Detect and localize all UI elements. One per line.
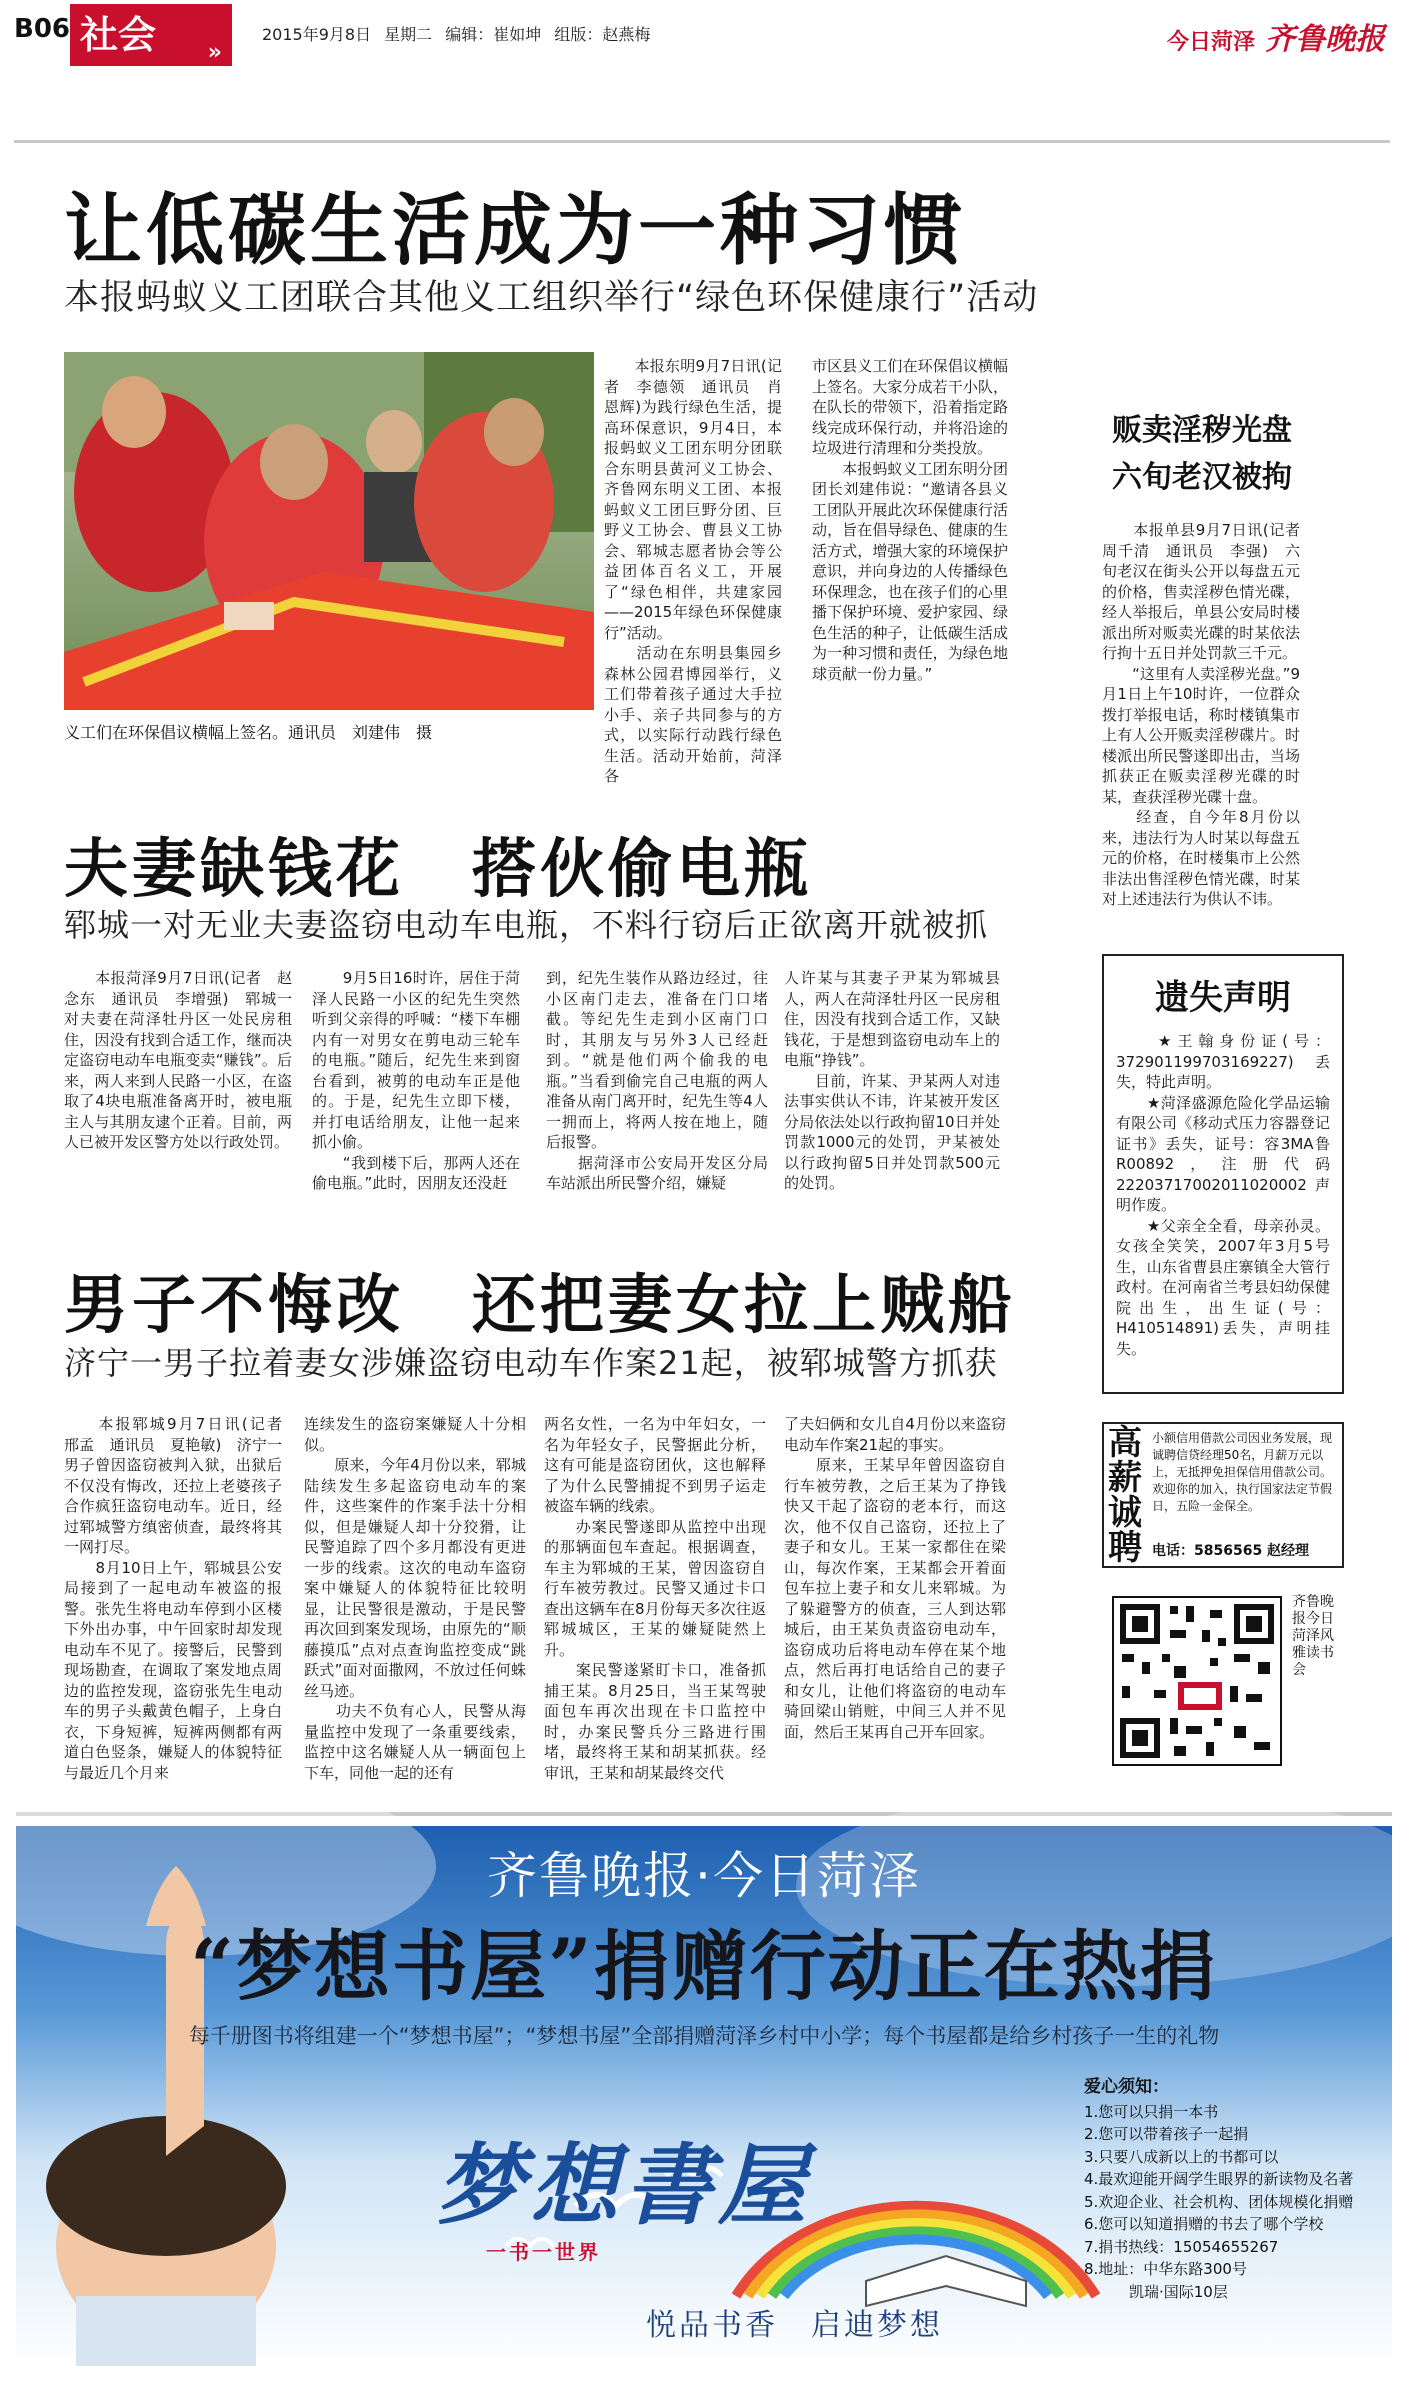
- story1-column-1: 本报东明9月7日讯(记者 李德领 通讯员 肖恩辉)为践行绿色生活，提高环保意识，9月4日，本报蚂蚁义工团东明分团联合东明县黄河义工协会、齐鲁网东明义工团、本报蚂蚁义工团巨野分团、巨野义工协会、曹县义工协会、郓城志愿者协会等公益团体百名义工，开展了“绿色相伴，共建家园——2015年绿色环保健康行”活动。 活动在东明县集园乡森林公园君博园举行，义工们带着孩子通过大手拉小手、亲子共同参与的方式，以实际行动践行绿色生活。活动开始前，菏泽各: [604, 357, 782, 785]
- recruit-phone: 电话：5856565 赵经理: [1152, 1543, 1310, 1559]
- sidebar1-title-line1: 贩卖淫秽光盘: [1112, 413, 1292, 448]
- issue-meta: 2015年9月8日 星期二 编辑：崔如坤 组版：赵燕梅: [262, 25, 651, 44]
- qr-code[interactable]: [1112, 1596, 1282, 1766]
- story2-title: 夫妻缺钱花 搭伙偷电瓶: [64, 832, 812, 907]
- ad-note-item: 5.欢迎企业、社会机构、团体规模化捐赠: [1084, 2192, 1354, 2211]
- ad-logo-text: 梦想書屋: [436, 2133, 813, 2237]
- section-tag: [70, 4, 232, 66]
- story2-column-4: 人许某与其妻子尹某为郓城县人，两人在菏泽牡丹区一民房租住，因没有找到合适工作，又缺钱花，于是想到盗窃电动车上的电瓶“挣钱”。 目前，许某、尹某两人对违法事实供认不讳，许某被开发区分局依法处以行政拘留10日并处罚款1000元的处罚，尹某被处以行政拘留5日并处罚款500元的处罚。: [784, 969, 1000, 1192]
- story3-column-3: 两名女性，一名为中年妇女，一名为年轻女子，民警据此分析，这有可能是盗窃团伙，这也解释了为什么民警捕捉不到男子运走被盗车辆的线索。 办案民警遂即从监控中出现的那辆面包车查起。根据调查，车主为郓城的王某，曾因盗窃自行车被劳教过。民警又通过卡口查出这辆车在8月份每天多次往返郓城城区，王某的嫌疑陡然上升。 案民警遂紧盯卡口，准备抓捕王某。8月25日，当王某驾驶面包车再次出现在卡口监控中时，办案民警兵分三路进行围堵，最终将王某和胡某抓获。经审讯，王某和胡某最终交代: [544, 1415, 766, 1782]
- page-number: B06: [14, 14, 70, 44]
- ad-headline: “梦想书屋”捐赠行动正在热捐: [190, 1922, 1218, 2011]
- sidebar1-body: 本报单县9月7日讯(记者 周千清 通讯员 李强) 六旬老汉在街头公开以每盘五元的价格，售卖淫秽色情光碟，经人举报后，单县公安局时楼派出所对贩卖光碟的时某依法行拘十五日并处罚款三千元。 “这里有人卖淫秽光盘。”9月1日上午10时许，一位群众拨打举报电话，称时楼镇集市上有人公开贩卖淫秽碟片。时楼派出所民警遂即出击，当场抓获正在贩卖淫秽光碟的时某，查获淫秽光碟十盘。 经查，自今年8月份以来，违法行为人时某以每盘五元的价格，在时楼集市上公然非法出售淫秽色情光碟，时某对上述违法行为供认不讳。: [1102, 521, 1300, 908]
- story3-subtitle: 济宁一男子拉着妻女涉嫌盗窃电动车作案21起，被郓城警方抓获: [64, 1344, 998, 1382]
- story3-column-4: 了夫妇俩和女儿自4月份以来盗窃电动车作案21起的事实。 原来，王某早年曾因盗窃自行车被劳教，之后王某为了挣钱快又干起了盗窃的老本行，而这次，他不仅自己盗窃，还拉上了妻子和女儿。王某一家都住在梁山，每次作案，王某都会开着面包车拉上妻子和女儿来郓城。为了躲避警方的侦查，三人到达郓城后，由王某负责盗窃电动车，盗窃成功后将电动车停在某个地点，然后再打电话给自己的妻子和女儿，让他们将盗窃的电动车骑回梁山销赃，中间三人并不见面，然后王某再自己开车回家。: [784, 1415, 1006, 1741]
- recruit-ad: [1102, 1422, 1344, 1568]
- lost-notice-body: ★王翰身份证(号：372901199703169227)丢失，特此声明。 ★菏泽盛源危险化学品运输有限公司《移动式压力容器登记证书》丢失，证号：容3MA鲁R00892，注册代码2220371700201102000​2声明作废。 ★父亲全全看，母亲孙灵。女孩全笑笑，2007年3月5号生，山东省曹县庄寨镇全大管行政村。在河南省兰考县妇幼保健院出生，出生证(号：H410514891)丢失，声明挂失。: [1116, 1032, 1330, 1358]
- story2-column-2: 9月5日16时许，居住于菏泽人民路一小区的纪先生突然听到父亲得的呼喊：“楼下车棚内有一对男女在剪电动三轮车的电瓶。”随后，纪先生来到窗台看到，被剪的电动车正是他的。于是，纪先生立即下楼，并打电话给朋友，让他一起来抓小偷。 “我到楼下后，那两人还在偷电瓶。”此时，因朋友还没赶: [312, 969, 520, 1192]
- story1-title: 让低碳生活成为一种习惯: [64, 185, 967, 276]
- ad-logo-sub: 一书一世界: [486, 2240, 601, 2264]
- dream-bookhouse-ad: [16, 1826, 1392, 2366]
- lost-notice-box: [1102, 954, 1344, 1394]
- lost-notice-title: 遗失声明: [1155, 978, 1291, 1018]
- ad-tagline: 每千册图书将组建一个“梦想书屋”；“梦想书屋”全部捐赠菏泽乡村中小学；每个书屋都是给乡村孩子一生的礼物: [188, 2024, 1220, 2048]
- ad-note-item: 7.捐书热线：15054655267: [1084, 2237, 1279, 2256]
- story2-column-3: 到，纪先生装作从路边经过，往小区南门走去，准备在门口堵截。等纪先生走到小区南门口时，其朋友与另外3人已经赶到。“就是他们两个偷我的电瓶。”当看到偷完自己电瓶的两人准备从南门离开时，纪先生等4人一拥而上，将两人按在地上，随后报警。 据菏泽市公安局开发区分局车站派出所民警介绍，嫌疑: [546, 969, 768, 1192]
- ad-note-item: 凯瑞·国际10层: [1084, 2282, 1228, 2301]
- story3-column-1: 本报郓城9月7日讯(记者 邢孟 通讯员 夏艳敏) 济宁一男子曾因盗窃被判入狱，出狱后不仅没有悔改，还拉上老婆孩子合作疯狂盗窃电动车。近日，经过郓城警方缜密侦查，最终将其一网打尽。 8月10日上午，郓城县公安局接到了一起电动车被盗的报警。张先生将电动车停到小区楼下外出办事，中午回家时却发现电动车不见了。接警后，民警到现场勘查，在调取了案发地点周边的监控发现，盗窃张先生电动车的男子头戴黄色帽子，上身白衣，下身短裤，短裤两侧都有两道白色竖条，嫌疑人的体貌特征与最近几个月来: [64, 1415, 282, 1782]
- edition-name: 今日菏泽: [1166, 30, 1255, 55]
- sidebar1-title-line2: 六旬老汉被拘: [1112, 460, 1292, 495]
- recruit-tag: 高薪诚聘: [1108, 1423, 1142, 1568]
- ad-notes: [1084, 2076, 1384, 2303]
- story2-column-1: 本报菏泽9月7日讯(记者 赵念东 通讯员 李增强) 郓城一对夫妻在菏泽牡丹区一处民房租住，因没有找到合适工作，继而决定盗窃电动车电瓶变卖“赚钱”。后来，两人来到人民路一小区，在盗取了4块电瓶准备离开时，被电瓶主人与其朋友逮个正着。目前，两人已被开发区警方处以行政处罚。: [64, 969, 292, 1151]
- story2-subtitle: 郓城一对无业夫妻盗窃电动车电瓶，不料行窃后正欲离开就被抓: [64, 906, 989, 944]
- double-chevron-icon: »: [207, 40, 222, 65]
- section-label: 社会: [80, 13, 157, 57]
- ad-note-item: 6.您可以知道捐赠的书去了哪个学校: [1084, 2215, 1324, 2233]
- photo-caption: 义工们在环保倡议横幅上签名。通讯员 刘建伟 摄: [64, 723, 433, 742]
- story3-title: 男子不悔改 还把妻女拉上贼船: [64, 1268, 1016, 1343]
- recruit-body: 小额信用借款公司因业务发展，现诚聘信贷经理50名，月薪万元以上，无抵押免担保信用借款公司。欢迎你的加入，执行国家法定节假日，五险一金保全。: [1152, 1431, 1333, 1513]
- header-divider: [14, 140, 1390, 143]
- ad-slogan: 悦品书香 启迪梦想: [646, 2308, 943, 2343]
- story3-column-2: 连续发生的盗窃案嫌疑人十分相似。 原来，今年4月份以来，郓城陆续发生多起盗窃电动车的案件，这些案件的作案手法十分相似，但是嫌疑人却十分狡猾，让民警追踪了四个多月都没有更进一步的线索。这次的电动车盗窃案中嫌疑人的体貌特征比较明显，让民警很是激动，于是民警再次回到案发现场，由原先的“顺藤摸瓜”点对点查询监控变成“跳跃式”面对面撒网，不放过任何蛛丝马迹。 功夫不负有心人，民警从海量监控中发现了一条重要线索，监控中这名嫌疑人从一辆面包上下车，同他一起的还有: [304, 1415, 526, 1782]
- qr-caption: 齐鲁晚报今日菏泽风雅读书会: [1292, 1594, 1334, 1678]
- ad-note-item: 2.您可以带着孩子一起捐: [1084, 2125, 1249, 2143]
- ad-note-item: 4.最欢迎能开阔学生眼界的新读物及名著: [1084, 2170, 1354, 2188]
- masthead: [1167, 14, 1385, 58]
- ad-notes-title: 爱心须知：: [1084, 2077, 1169, 2097]
- ad-note-item: 1.您可以只捐一本书: [1084, 2102, 1219, 2121]
- ad-brand: 齐鲁晚报·今日菏泽: [487, 1847, 921, 1905]
- story1-subtitle: 本报蚂蚁义工团联合其他义工组织举行“绿色环保健康行”活动: [64, 278, 1039, 318]
- story1-column-2: 市区县义工们在环保倡议横幅上签名。大家分成若干小队，在队长的带领下，沿着指定路线完成环保行动，并将沿途的垃圾进行清理和分类投放。 本报蚂蚁义工团东明分团团长刘建伟说：“邀请各县义工团队开展此次环保健康行活动，旨在倡导绿色、健康的生活方式，增强大家的环境保护意识，并向身边的人传播绿色环保理念，也在孩子们的心里播下保护环境、爱护家园、绿色生活的种子，让低碳生活成为一种习惯和责任，为绿色地球贡献一份力量。”: [812, 357, 1008, 683]
- ad-note-item: 8.地址：中华东路300号: [1084, 2260, 1247, 2278]
- story1-photo: [64, 352, 594, 710]
- newspaper-logo: 齐鲁晚报: [1265, 22, 1385, 57]
- ad-note-item: 3.只要八成新以上的书都可以: [1084, 2147, 1279, 2166]
